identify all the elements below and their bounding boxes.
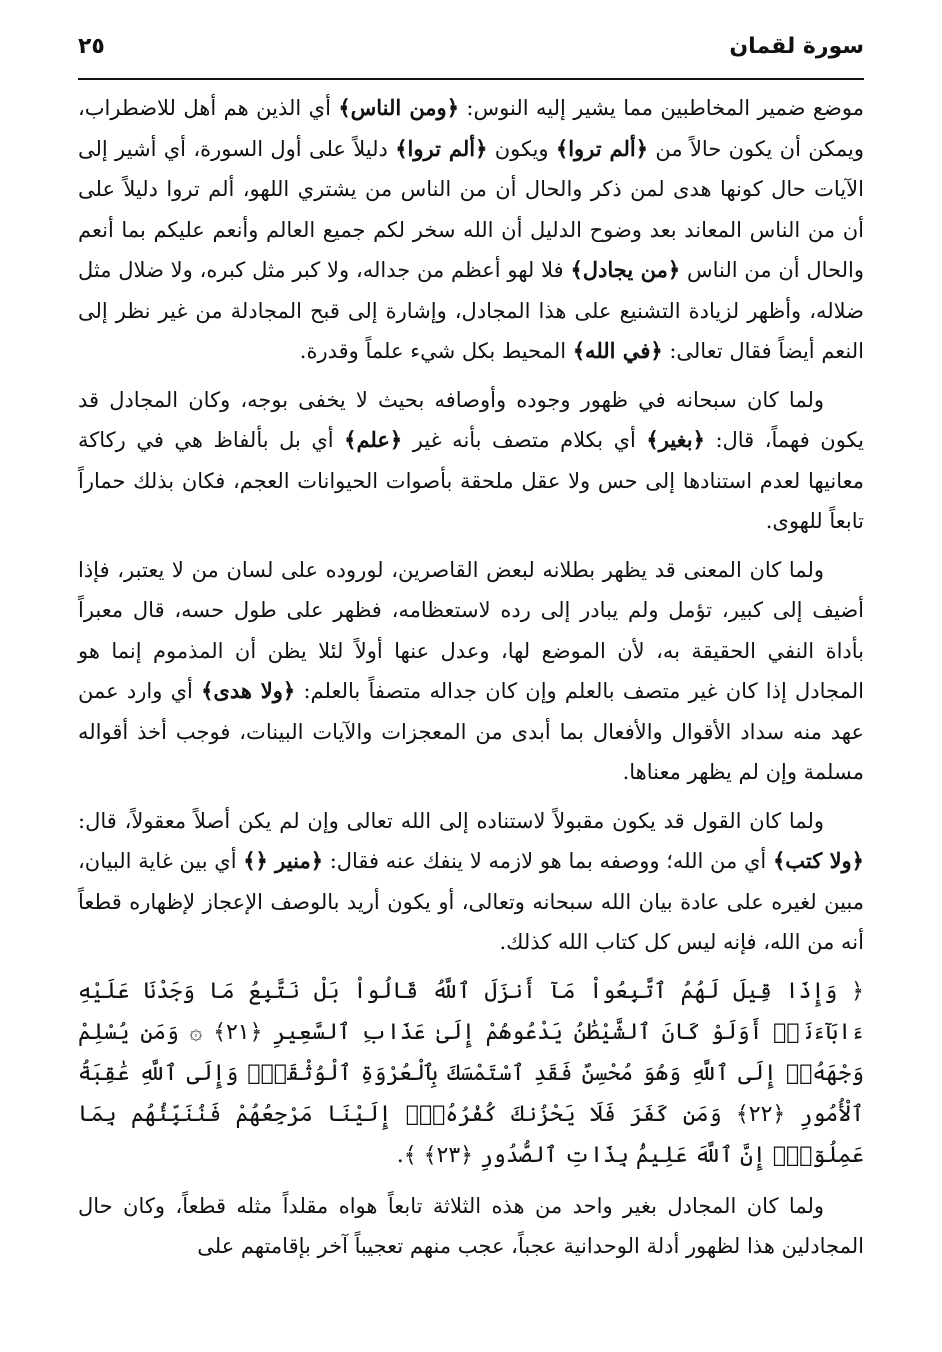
page-header	[78, 28, 864, 80]
text-run: ويكون	[487, 136, 556, 161]
text-run: أي الذين هم أهل للاضطراب، ويمكن أن يكون حالاً من	[78, 96, 864, 161]
text-run: فلا لهو أعظم من جداله، ولا كبر مثل كبره، ولا ضلال مثل ضلاله، وأظهر لزيادة التشنيع على هذا المجادل، وإشارة إلى قبح المجادلة من غير نظر إلى النعم أيضاً فقال تعالى:	[78, 258, 864, 363]
paragraph-1	[78, 88, 864, 372]
quran-verses-block: ﴿ وَإِذَا قِيلَ لَهُمُ ٱتَّبِعُواْ مَآ أَنزَلَ ٱللَّهُ قَالُواْ بَلْ نَتَّبِعُ مَا وَجَدْنَا عَلَيْهِ ءَابَآءَنَآۚ أَوَلَوْ كَانَ ٱلشَّيْطَٰنُ يَدْعُوهُمْ إِلَىٰ عَذَابِ ٱلسَّعِيرِ ﴿٢١﴾ ۞ وَمَن يُسْلِمْ وَجْهَهُۥٓ إِلَى ٱللَّهِ وَهُوَ مُحْسِنٌ فَقَدِ ٱسْتَمْسَكَ بِٱلْعُرْوَةِ ٱلْوُثْقَىٰۗ وَإِلَى ٱللَّهِ عَٰقِبَةُ ٱلْأُمُورِ ﴿٢٢﴾ وَمَن كَفَرَ فَلَا يَحْزُنكَ كُفْرُهُۥٓۚ إِلَيْنَا مَرْجِعُهُمْ فَنُنَبِّئُهُم بِمَا عَمِلُوٓاْۚ إِنَّ ٱللَّهَ عَلِيمُۢ بِذَاتِ ٱلصُّدُورِ ﴿٢٣﴾ ﴾.	[78, 978, 865, 1168]
text-run: ولما كان المعنى قد يظهر بطلانه لبعض القاصرين، لوروده على لسان من لا يعتبر، فإذا أضيف إلى كبير، تؤمل ولم يبادر إلى رده لاستعظامه، فظهر على طول حسه، قال معبراً بأداة النفي الحقيقة به، لأن الموضع لها، وعدل عنها أولاً لئلا يظن أن المذموم إنما هو المجادل إذا كان غير متصف بالعلم وإن كان جداله متصفاً بالعلم:	[78, 557, 864, 703]
page-number: ٢٥	[78, 34, 105, 59]
text-run: أي وارد عمن عهد منه سداد الأقوال والأفعال بما أبدى من المعجزات والآيات البينات، فوجب أخذ أقواله مسلمة وإن لم يظهر معناها.	[78, 679, 864, 784]
quran-quote: ﴿ولا هدى﴾	[201, 678, 296, 703]
text-run: أي من الله؛ ووصفه بما هو لازمه لا ينفك عنه فقال:	[323, 849, 773, 873]
surah-title: سورة لقمان	[729, 34, 864, 59]
text-run: أي بكلام متصف بأنه غير	[402, 428, 647, 452]
text-run: المحيط بكل شيء علماً وقدرة.	[299, 339, 573, 363]
quran-quote: ﴿بغير﴾	[646, 427, 705, 452]
text-run: أي بين غاية البيان، مبين لغيره على عادة بيان الله سبحانه وتعالى، أو يكون أريد بالوصف الإعجاز لإظهاره قطعاً أنه من الله، فإنه ليس كل كتاب الله كذلك.	[78, 849, 864, 954]
paragraph-4	[78, 801, 864, 963]
quran-quote: ﴿ألم تروا﴾	[395, 135, 488, 161]
text-run: موضع ضمير المخاطبين مما يشير إليه النوس:	[459, 96, 864, 120]
quran-quote: ﴿في الله﴾	[572, 338, 663, 363]
page-body	[78, 88, 864, 1275]
quran-quote: ﴿ألم تروا﴾	[555, 135, 649, 161]
text-run: دليلاً على أول السورة، أي أشير إلى الآيات حال كونها هدى لمن ذكر والحال أن من الناس من يشتري اللهو، ألم تروا دليلاً على أن من الناس المعاند بعد وضوح الدليل أن الله سخر لكم جميع العالم وأنعم عليكم بما أنعم والحال أن من الناس	[78, 136, 864, 282]
quran-quote: ﴿منير ﴿﴾	[243, 848, 323, 873]
text-run: ولما كان القول قد يكون مقبولاً لاستناده إلى الله تعالى وإن لم يكن أصلاً معقولاً، قال:	[78, 808, 824, 833]
quran-quote: ﴿ولا كتب﴾	[772, 848, 864, 873]
header-divider	[78, 78, 864, 80]
text-run: ولما كان سبحانه في ظهور وجوده وأوصافه بحيث لا يخفى بوجه، وكان المجادل قد يكون فهماً، قال:	[78, 387, 865, 452]
paragraph-2	[78, 380, 864, 542]
quran-quote: ﴿من يجادل﴾	[570, 257, 681, 282]
quran-quote: ﴿علم﴾	[344, 427, 403, 452]
paragraph-5: ولما كان المجادل بغير واحد من هذه الثلاثة تابعاً هواه مقلداً مثله قطعاً، وكان حال المجادلين هذا لظهور أدلة الوحدانية عجباً، عجب منهم تعجيباً آخر بإقامتهم على	[78, 1193, 864, 1258]
quran-quote: ﴿ومن الناس﴾	[338, 95, 459, 120]
text-run: أي بل بألفاظ هي في ركاكة معانيها لعدم استنادها إلى حس ولا عقل ملحقة بأصوات الحيوانات العجم، فكان بذلك حماراً تابعاً للهوى.	[78, 428, 864, 533]
paragraph-3	[78, 550, 864, 793]
